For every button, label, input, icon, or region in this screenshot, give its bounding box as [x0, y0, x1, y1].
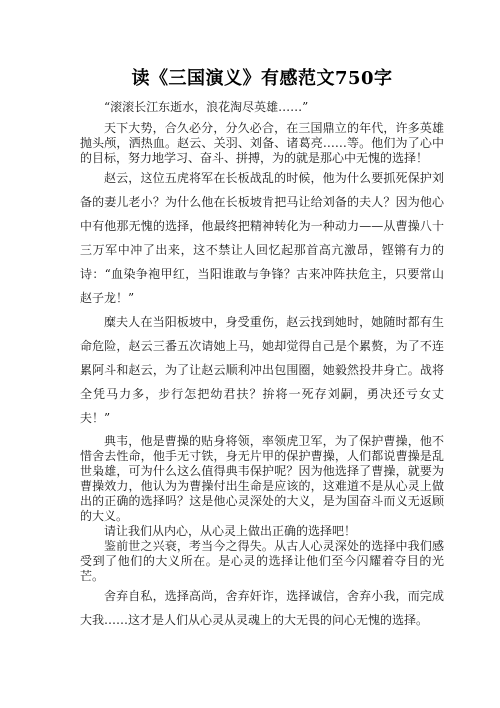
- paragraph-1: 天下大势，合久必分，分久必合，在三国鼎立的年代，许多英雄抛头颅，洒热血。赵云、关羽、刘备、诸葛亮……等。他们为了心中的目标，努力地学习、奋斗、拼搏，为的就是那心中无愧的选择！: [80, 121, 444, 165]
- document-title: 读《三国演义》有感范文750字: [131, 68, 393, 89]
- paragraph-4: 典韦，他是曹操的贴身将领，率领虎卫军，为了保护曹操，他不惜舍去性命，他手无寸铁，身无片甲的保护曹操，人们都说曹操是乱世枭雄，可为什么这么值得典韦保护呢？因为他选择了曹操，就要为曹操效力，他认为为曹操付出生命是应该的，这难道不是从心灵上做出的正确的选择吗？这是他心灵深处的大义，是为国奋斗而义无返顾的大义。: [80, 434, 444, 523]
- paragraph-6: 鉴前世之兴衰，考当今之得失。从古人心灵深处的选择中我们感受到了他们的大义所在。是心灵的选择让他们至今闪耀着夺目的光芒。: [80, 539, 444, 583]
- paragraph-5: 请让我们从内心，从心灵上做出正确的选择吧！: [104, 524, 357, 538]
- paragraph-7: 舍弃自私，选择高尚，舍弃奸诈，选择诚信，舍弃小我，而完成大我……这才是人们从心灵从灵魂上的大无畏的问心无愧的选择。: [80, 589, 444, 627]
- paragraph-3: 糜夫人在当阳板坡中，身受重伤，赵云找到她时，她随时都有生命危险，赵云三番五次请她上马，她却觉得自己是个累赘，为了不连累阿斗和赵云，为了让赵云顺利冲出包围圈，她毅然投井身亡。战将全凭马力多，步行怎把幼君扶？拚将一死存刘嗣，勇决还亏女丈夫！”: [80, 315, 444, 425]
- paragraph-2: 赵云，这位五虎将军在长板战乱的时候，他为什么要抓死保护刘备的妻儿老小？为什么他在长板坡肯把马让给刘备的夫人？因为他心中有他那无愧的选择，他最终把精神转化为一种动力——从曹操八十三万军中冲了出来，这不禁让人回忆起那首高亢激昂，铿锵有力的诗：“血染争袍甲红，当阳谁敢与争锋？古来冲阵扶危主，只要常山赵子龙！”: [80, 171, 444, 305]
- opening-quote: “滚滚长江东逝水，浪花淘尽英雄……”: [104, 100, 309, 114]
